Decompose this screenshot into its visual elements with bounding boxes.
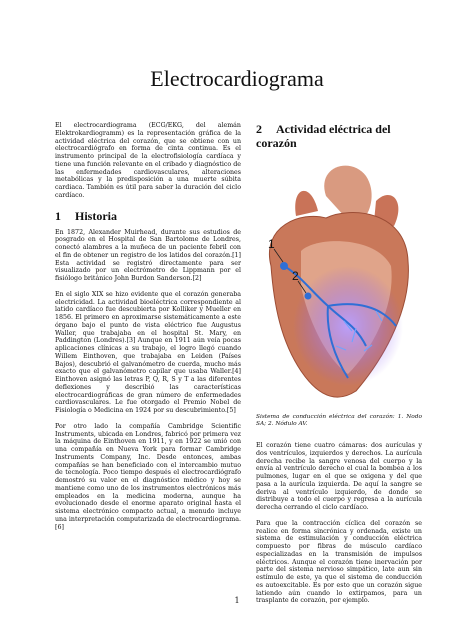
- figure-caption: Sistema de conducción eléctrica del corazón: 1. Nodo SA; 2. Nódulo AV.: [256, 414, 422, 427]
- section-heading-historia: [55, 209, 241, 223]
- sa-node-marker: [280, 262, 288, 270]
- section-heading-actividad: [256, 122, 422, 150]
- historia-paragraph-3: Por otro lado la compañía Cambridge Scientific Instruments, ubicada en Londres, fabricó por primera vez la máquina de Einthoven en 1911, y en 1922 se unió con una compañía en Nueva York para formar Cambridge Instruments Company, Inc. Desde entonces, ambas compañías se han beneficiado con el intercambio mutuo de tecnología. Poco tiempo después el electrocardiógrafo demostró su valor en el diagnóstico médico y hoy se mantiene como uno de los instrumentos electrónicos más empleados en la medicina moderna, aunque ha evolucionado desde el enorme aparato original hasta el sistema electrónico compacto actual, a menudo incluye una interpretación computarizada de electrocardiograma.[6]: [55, 422, 241, 531]
- av-node-marker: [305, 293, 312, 300]
- aorta-shape: [324, 166, 371, 218]
- right-column: [256, 122, 422, 613]
- figure-label-2: 2: [292, 269, 299, 283]
- section-number: 1: [55, 208, 61, 223]
- vessel-left: [295, 191, 318, 216]
- historia-paragraph-1: En 1872, Alexander Muirhead, durante sus estudios de posgrado en el Hospital de San Bartolome de Londres, conectó alambres a la muñeca de un paciente febril con el fin de obtener un registro de los latidos del corazón.[1] Esta actividad se registró directamente para ser visualizado por un electrómetro de Lippmann por el fisiólogo británico John Burdon Sanderson.[2]: [55, 228, 241, 282]
- actividad-paragraph-2: Para que la contracción cíclica del corazón se realice en forma sincrónica y ordenada, existe un sistema de estimulación y conducción eléctrica compuesto por fibras de músculo cardíaco especializadas en la transmisión de impulsos eléctricos. Aunque el corazón tiene inervación por parte del sistema nervioso simpático, late aun sin estímulo de este, ya que el sistema de conducción es autoexcitable. Es por esto que un corazón sigue latiendo aún cuando lo extirpamos, para un trasplante de corazón, por ejemplo.: [256, 519, 422, 605]
- page-number: 1: [234, 596, 240, 605]
- intro-paragraph: El electrocardiograma (ECG/EKG, del alemán Elektrokardiogramm) es la representación gráfica de la actividad eléctrica del corazón, que se obtiene con un electrocardiógrafo en forma de cinta continua. Es el instrumento principal de la electrofisiología cardíaca y tiene una función relevante en el cribado y diagnóstico de las enfermedades cardiovasculares, alteraciones metabólicas y la predisposición a una muerte súbita cardiaca. También es útil para saber la duración del ciclo cardíaco.: [55, 122, 241, 199]
- section-title: Actividad eléctrica del corazón: [256, 122, 391, 150]
- actividad-paragraph-1: El corazón tiene cuatro cámaras: dos aurículas y dos ventrículos, izquierdos y derechos. La aurícula derecha recibe la sangre venosa del cuerpo y la envía al ventrículo derecho el cual la bombea a los pulmones, lugar en el que se oxigena y del que pasa a la aurícula izquierda. De aquí la sangre se deriva al ventrículo izquierdo, de donde se distribuye a todo el cuerpo y regresa a la aurícula derecha cerrando el ciclo cardíaco.: [256, 442, 422, 511]
- left-column: [55, 122, 241, 539]
- section-title: Historia: [75, 208, 117, 223]
- figure-label-1: 1: [268, 237, 275, 251]
- heart-conduction-figure: [256, 156, 422, 408]
- page-title: Electrocardiograma: [150, 66, 324, 91]
- section-number: 2: [256, 122, 262, 136]
- historia-paragraph-2: En el siglo XIX se hizo evidente que el corazón generaba electricidad. La actividad bioeléctrica correspondiente al latido cardíaco fue descubierta por Kolliker y Mueller en 1856. El primero en aproximarse sistemáticamente a este órgano bajo el punto de vista eléctrico fue Augustus Waller, que trabajaba en el hospital St. Mary, en Paddington (Londres).[3] Aunque en 1911 aún veía pocas aplicaciones clínicas a su trabajo, el logro llegó cuando Willem Einthoven, que trabajaba en Leiden (Países Bajos), descubrió el galvanómetro de cuerda, mucho más exacto que el galvanómetro capilar que usaba Waller.[4] Einthoven asignó las letras P, Q, R, S y T a las diferentes deflexiones y describió las características electrocardiográficas de gran número de enfermedades cardiovasculares. Le fue otorgado el Premio Nobel de Fisiología o Medicina en 1924 por su descubrimiento.[5]: [55, 290, 241, 414]
